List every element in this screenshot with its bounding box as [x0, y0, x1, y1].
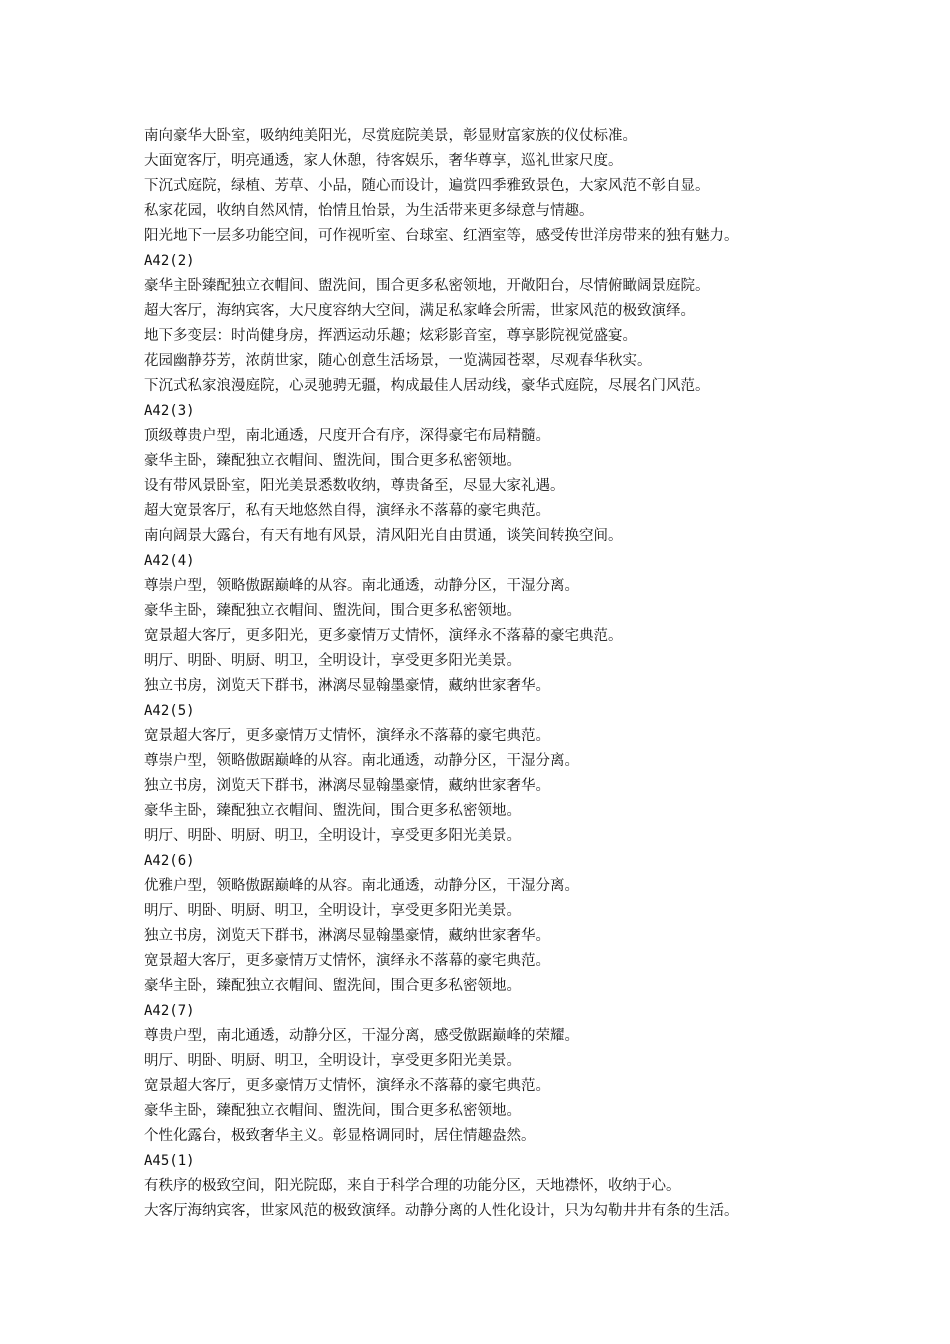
section-heading: A42(2): [144, 253, 195, 269]
text-line: 豪华主卧，臻配独立衣帽间、盥洗间，围合更多私密领地。: [144, 603, 521, 619]
text-line: 南向阔景大露台，有天有地有风景，清风阳光自由贯通，谈笑间转换空间。: [144, 528, 623, 544]
text-line: 阳光地下一层多功能空间，可作视听室、台球室、红酒室等，感受传世洋房带来的独有魅力。: [144, 228, 739, 244]
text-line: 宽景超大客厅，更多豪情万丈情怀，演绎永不落幕的豪宅典范。: [144, 953, 550, 969]
text-line: 尊贵户型，南北通透，动静分区，干湿分离，感受傲踞巅峰的荣耀。: [144, 1028, 579, 1044]
text-line: 独立书房，浏览天下群书，淋漓尽显翰墨豪情，藏纳世家奢华。: [144, 678, 550, 694]
section-heading: A42(5): [144, 703, 195, 719]
text-line: 超大宽景客厅，私有天地悠然自得，演绎永不落幕的豪宅典范。: [144, 503, 550, 519]
text-line: 尊崇户型，领略傲踞巅峰的从容。南北通透，动静分区，干湿分离。: [144, 578, 579, 594]
text-line: 明厅、明卧、明厨、明卫，全明设计，享受更多阳光美景。: [144, 828, 521, 844]
text-line: 宽景超大客厅，更多豪情万丈情怀，演绎永不落幕的豪宅典范。: [144, 728, 550, 744]
text-line: 私家花园，收纳自然风情，怡情且怡景，为生活带来更多绿意与情趣。: [144, 203, 594, 219]
text-line: 超大客厅，海纳宾客，大尺度容纳大空间，满足私家峰会所需，世家风范的极致演绎。: [144, 303, 695, 319]
text-line: 豪华主卧，臻配独立衣帽间、盥洗间，围合更多私密领地。: [144, 978, 521, 994]
text-line: 明厅、明卧、明厨、明卫，全明设计，享受更多阳光美景。: [144, 903, 521, 919]
text-line: 有秩序的极致空间，阳光院邸，来自于科学合理的功能分区，天地襟怀，收纳于心。: [144, 1178, 681, 1194]
text-line: 宽景超大客厅，更多阳光，更多豪情万丈情怀，演绎永不落幕的豪宅典范。: [144, 628, 623, 644]
text-line: 豪华主卧，臻配独立衣帽间、盥洗间，围合更多私密领地。: [144, 453, 521, 469]
text-line: 花园幽静芬芳，浓荫世家，随心创意生活场景，一览满园苍翠，尽观春华秋实。: [144, 353, 652, 369]
section-heading: A42(3): [144, 403, 195, 419]
text-line: 下沉式私家浪漫庭院，心灵驰骋无疆，构成最佳人居动线，豪华式庭院，尽展名门风范。: [144, 378, 710, 394]
text-line: 下沉式庭院，绿植、芳草、小品，随心而设计，遍赏四季雅致景色，大家风范不彰自显。: [144, 178, 710, 194]
section-heading: A42(4): [144, 553, 195, 569]
text-line: 豪华主卧，臻配独立衣帽间、盥洗间，围合更多私密领地。: [144, 1103, 521, 1119]
text-line: 地下多变层：时尚健身房，挥洒运动乐趣；炫彩影音室，尊享影院视觉盛宴。: [144, 328, 637, 344]
text-line: 大面宽客厅，明亮通透，家人休憩，待客娱乐，奢华尊享，巡礼世家尺度。: [144, 153, 623, 169]
text-line: 明厅、明卧、明厨、明卫，全明设计，享受更多阳光美景。: [144, 653, 521, 669]
section-heading: A42(7): [144, 1003, 195, 1019]
text-line: 宽景超大客厅，更多豪情万丈情怀，演绎永不落幕的豪宅典范。: [144, 1078, 550, 1094]
section-heading: A45(1): [144, 1153, 195, 1169]
text-line: 尊崇户型，领略傲踞巅峰的从容。南北通透，动静分区，干湿分离。: [144, 753, 579, 769]
text-line: 明厅、明卧、明厨、明卫，全明设计，享受更多阳光美景。: [144, 1053, 521, 1069]
document-body: [144, 124, 824, 1224]
text-line: 豪华主卧，臻配独立衣帽间、盥洗间，围合更多私密领地。: [144, 803, 521, 819]
text-line: 独立书房，浏览天下群书，淋漓尽显翰墨豪情，藏纳世家奢华。: [144, 928, 550, 944]
text-line: 顶级尊贵户型，南北通透，尺度开合有序，深得豪宅布局精髓。: [144, 428, 550, 444]
text-line: 设有带风景卧室，阳光美景悉数收纳，尊贵备至，尽显大家礼遇。: [144, 478, 565, 494]
section-heading: A42(6): [144, 853, 195, 869]
text-line: 独立书房，浏览天下群书，淋漓尽显翰墨豪情，藏纳世家奢华。: [144, 778, 550, 794]
text-line: 大客厅海纳宾客，世家风范的极致演绎。动静分离的人性化设计，只为勾勒井井有条的生活。: [144, 1203, 739, 1219]
text-line: 豪华主卧臻配独立衣帽间、盥洗间，围合更多私密领地，开敞阳台，尽情俯瞰阔景庭院。: [144, 278, 710, 294]
text-line: 个性化露台，极致奢华主义。彰显格调同时，居住情趣盎然。: [144, 1128, 536, 1144]
text-line: 南向豪华大卧室，吸纳纯美阳光，尽赏庭院美景，彰显财富家族的仪仗标准。: [144, 128, 637, 144]
text-line: 优雅户型，领略傲踞巅峰的从容。南北通透，动静分区，干湿分离。: [144, 878, 579, 894]
